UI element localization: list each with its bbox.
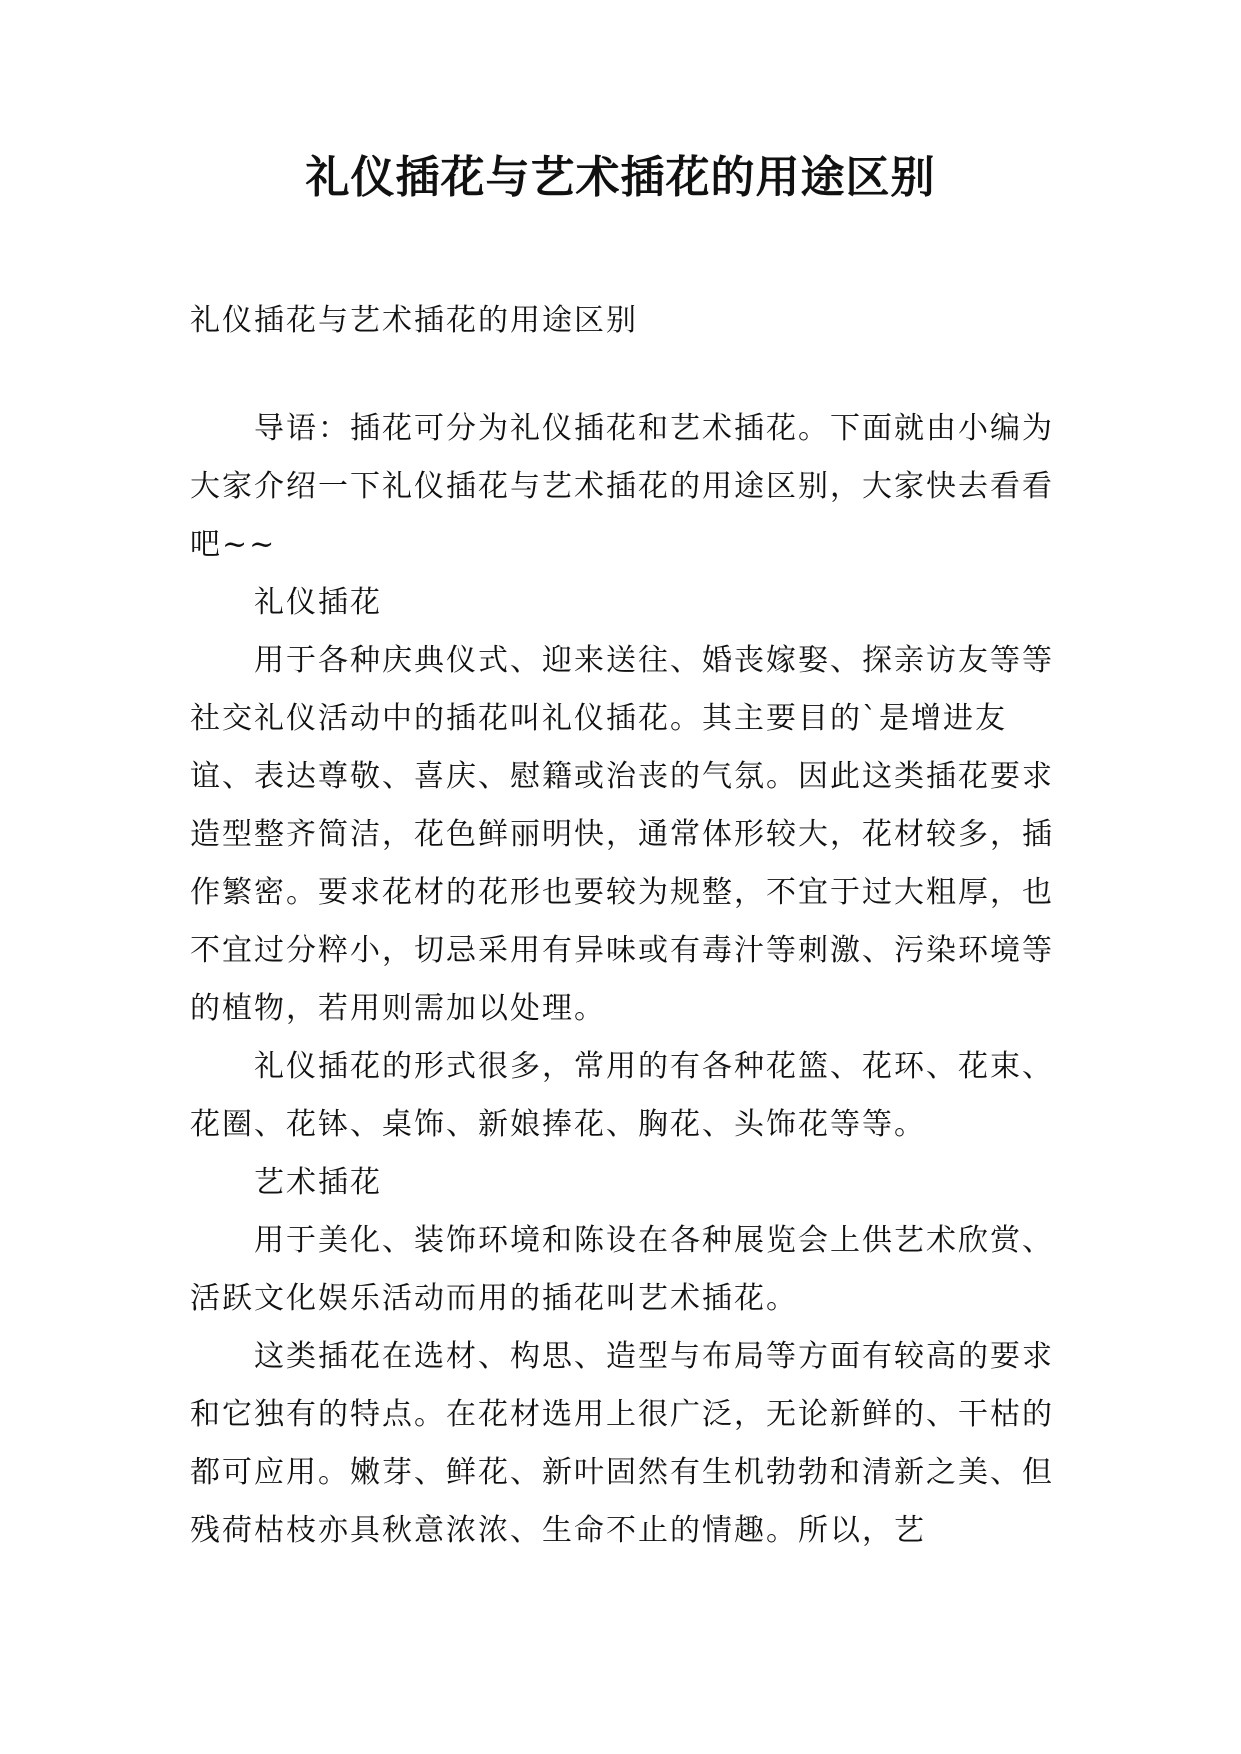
section-heading-ceremonial: 礼仪插花 [254,585,382,620]
intro-paragraph: 导语：插花可分为礼仪插花和艺术插花。下面就由小编为大家介绍一下礼仪插花与艺术插花的用途区别，大家快去看看吧~~ [190,411,1054,562]
artistic-definition-paragraph: 用于美化、装饰环境和陈设在各种展览会上供艺术欣赏、活跃文化娱乐活动而用的插花叫艺术插花。 [190,1223,1054,1316]
ceremonial-forms-paragraph: 礼仪插花的形式很多，常用的有各种花篮、花环、花束、花圈、花钵、桌饰、新娘捧花、胸花、头饰花等等。 [190,1049,1054,1142]
ceremonial-description-paragraph: 用于各种庆典仪式、迎来送往、婚丧嫁娶、探亲访友等等社交礼仪活动中的插花叫礼仪插花。其主要目的`是增进友谊、表达尊敬、喜庆、慰籍或治丧的气氛。因此这类插花要求造型整齐简洁，花色鲜丽明快，通常体形较大，花材较多，插作繁密。要求花材的花形也要较为规整，不宜于过大粗厚，也不宜过分粹小，切忌采用有异味或有毒汁等刺激、污染环境等的植物，若用则需加以处理。 [190,643,1054,1026]
document-body [190,292,1060,1560]
document-subtitle: 礼仪插花与艺术插花的用途区别 [190,303,638,338]
section-heading-artistic: 艺术插花 [254,1165,382,1200]
document-title: 礼仪插花与艺术插花的用途区别 [305,152,936,203]
artistic-features-paragraph: 这类插花在选材、构思、造型与布局等方面有较高的要求和它独有的特点。在花材选用上很广泛，无论新鲜的、干枯的都可应用。嫩芽、鲜花、新叶固然有生机勃勃和清新之美、但残荷枯枝亦具秋意浓浓、生命不止的情趣。所以，艺 [190,1339,1054,1548]
